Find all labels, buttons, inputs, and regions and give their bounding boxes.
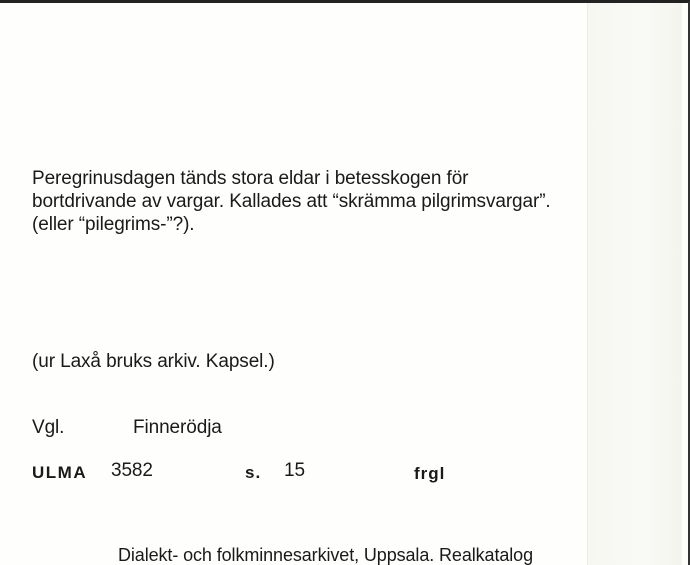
page-number: 15 [284, 460, 305, 481]
card-body-text [32, 167, 551, 236]
archive-number: 3582 [111, 460, 153, 481]
body-line-2: bortdrivande av vargar. Kallades att “skrämma pilgrimsvargar”. [32, 191, 551, 212]
parish-label: Finnerödja [133, 417, 222, 438]
category-code: frgl [414, 464, 446, 483]
source-note: (ur Laxå bruks arkiv. Kapsel.) [32, 351, 275, 372]
card-footer: Dialekt- och folkminnesarkivet, Uppsala. Realkatalog [118, 545, 533, 565]
body-line-1: Peregrinusdagen tänds stora eldar i betesskogen för [32, 168, 469, 189]
region-label: Vgl. [32, 417, 65, 438]
archive-code: ULMA [32, 463, 88, 482]
page-label: s. [245, 463, 262, 482]
card-edge-strip [587, 3, 682, 565]
body-line-3: (eller “pilegrims-”?). [32, 214, 195, 235]
card-edge-line [587, 3, 588, 565]
